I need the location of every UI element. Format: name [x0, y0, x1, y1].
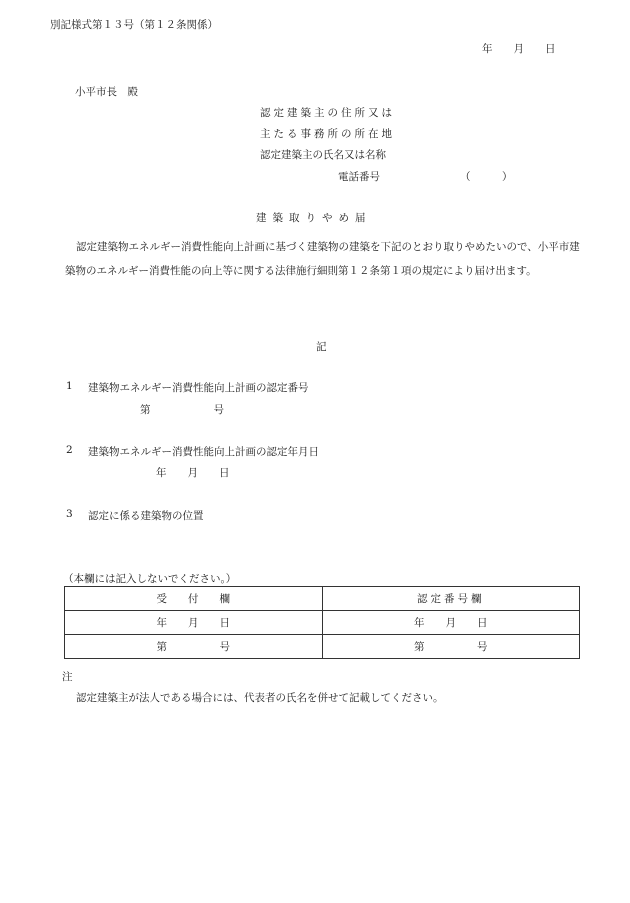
form-label: 別記様式第１３号（第１２条関係）	[50, 19, 218, 31]
reception-header: 受 付 欄	[65, 587, 323, 611]
ki-heading: 記	[316, 341, 327, 353]
office-use-table	[64, 586, 580, 659]
reception-number-cell: 第 号	[65, 635, 323, 659]
item-1-text: 建築物エネルギー消費性能向上計画の認定番号	[88, 382, 309, 394]
item-3-number: 3	[66, 508, 73, 520]
body-text: 認定建築物エネルギー消費性能向上計画に基づく建築物の建築を下記のとおり取りやめたいので、小平市建築物のエネルギー消費性能の向上等に関する法律施行細則第１２条第１項の規定により届け出ます。	[65, 241, 580, 277]
table-row	[65, 611, 580, 635]
item-2-text: 建築物エネルギー消費性能向上計画の認定年月日	[88, 446, 319, 458]
addressee: 小平市長 殿	[75, 86, 138, 98]
cert-number-cell: 第 号	[322, 635, 580, 659]
item-2-sub: 年 月 日	[156, 467, 230, 479]
note-text: 認定建築主が法人である場合には、代表者の氏名を併せて記載してください。	[76, 692, 444, 704]
cert-date-cell: 年 月 日	[322, 611, 580, 635]
office-use-note: （本欄には記入しないでください。）	[63, 573, 237, 585]
item-1-number: 1	[66, 380, 73, 392]
reception-date-cell: 年 月 日	[65, 611, 323, 635]
applicant-name-line: 認定建築主の氏名又は名称	[260, 149, 386, 161]
note-label: 注	[62, 671, 73, 683]
phone-label: 電話番号	[338, 171, 380, 183]
document-title: 建築取りやめ届	[256, 212, 372, 224]
table-row	[65, 587, 580, 611]
date-line: 年 月 日	[482, 43, 556, 55]
item-1-sub: 第 号	[140, 404, 224, 416]
cert-number-header: 認定番号欄	[322, 587, 580, 611]
phone-parens: （ ）	[460, 171, 513, 183]
item-3-text: 認定に係る建築物の位置	[88, 510, 204, 522]
applicant-address-line2: 主たる事務所の所在地	[260, 128, 395, 140]
table-row	[65, 635, 580, 659]
item-2-number: 2	[66, 444, 73, 456]
applicant-address-line1: 認定建築主の住所又は	[260, 107, 395, 119]
